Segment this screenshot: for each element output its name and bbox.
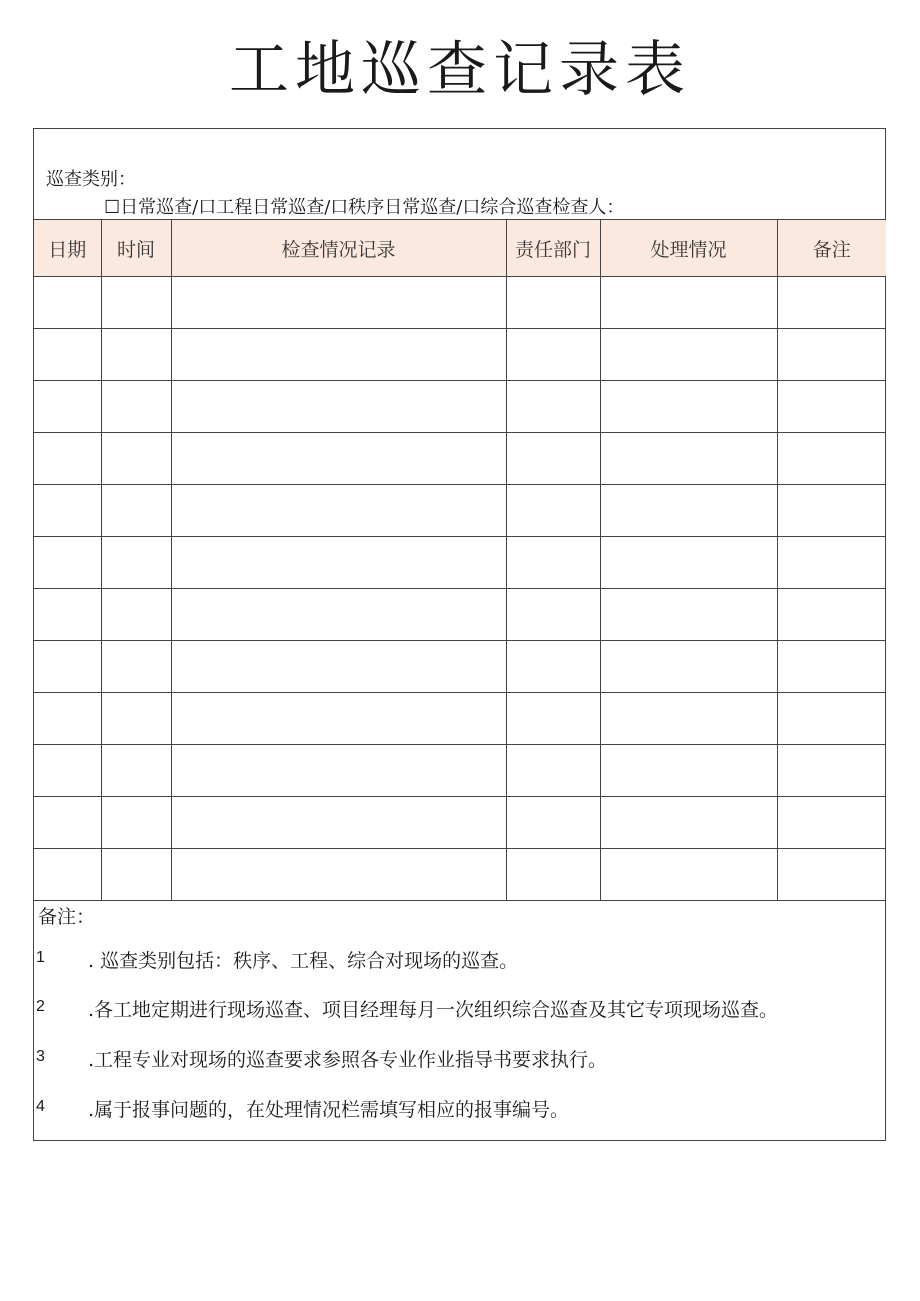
note-number: 2 xyxy=(36,998,45,1015)
record-cell[interactable] xyxy=(171,537,506,589)
record-cell[interactable] xyxy=(171,589,506,641)
remarks-cell[interactable] xyxy=(777,485,886,537)
record-cell[interactable] xyxy=(171,433,506,485)
dept-cell[interactable] xyxy=(506,485,600,537)
remarks-cell[interactable] xyxy=(777,433,886,485)
header-remarks: 备注 xyxy=(777,220,886,277)
record-cell[interactable] xyxy=(171,693,506,745)
handling-cell[interactable] xyxy=(600,381,777,433)
date-cell[interactable] xyxy=(34,589,101,641)
record-cell[interactable] xyxy=(171,641,506,693)
note-number: 1 xyxy=(36,949,45,966)
inspection-type-options: ☐日常巡查/口工程日常巡查/口秩序日常巡查/口综合巡查检查人： xyxy=(104,197,625,218)
date-cell[interactable] xyxy=(34,329,101,381)
table-row xyxy=(34,433,886,485)
table-row xyxy=(34,745,886,797)
date-cell[interactable] xyxy=(34,277,101,329)
date-cell[interactable] xyxy=(34,537,101,589)
remarks-cell[interactable] xyxy=(777,693,886,745)
handling-cell[interactable] xyxy=(600,693,777,745)
time-cell[interactable] xyxy=(101,797,171,849)
record-cell[interactable] xyxy=(171,745,506,797)
date-cell[interactable] xyxy=(34,485,101,537)
dept-cell[interactable] xyxy=(506,329,600,381)
date-cell[interactable] xyxy=(34,433,101,485)
handling-cell[interactable] xyxy=(600,797,777,849)
page-title: 工地巡查记录表 xyxy=(229,35,691,105)
table-row xyxy=(34,589,886,641)
inspection-record-table xyxy=(34,219,886,901)
date-cell[interactable] xyxy=(34,381,101,433)
handling-cell[interactable] xyxy=(600,537,777,589)
remarks-cell[interactable] xyxy=(777,537,886,589)
header-time: 时间 xyxy=(101,220,171,277)
dept-cell[interactable] xyxy=(506,537,600,589)
inspection-type-label: 巡查类别： xyxy=(46,169,136,190)
date-cell[interactable] xyxy=(34,693,101,745)
dept-cell[interactable] xyxy=(506,641,600,693)
date-cell[interactable] xyxy=(34,797,101,849)
header-date: 日期 xyxy=(34,220,101,277)
dept-cell[interactable] xyxy=(506,381,600,433)
handling-cell[interactable] xyxy=(600,641,777,693)
note-number: 3 xyxy=(36,1048,45,1065)
dept-cell[interactable] xyxy=(506,849,600,901)
table-row xyxy=(34,537,886,589)
remarks-cell[interactable] xyxy=(777,277,886,329)
table-row xyxy=(34,641,886,693)
record-cell[interactable] xyxy=(171,277,506,329)
handling-cell[interactable] xyxy=(600,745,777,797)
time-cell[interactable] xyxy=(101,589,171,641)
table-row xyxy=(34,329,886,381)
table-row xyxy=(34,381,886,433)
date-cell[interactable] xyxy=(34,849,101,901)
dept-cell[interactable] xyxy=(506,433,600,485)
remarks-cell[interactable] xyxy=(777,849,886,901)
record-cell[interactable] xyxy=(171,849,506,901)
date-cell[interactable] xyxy=(34,641,101,693)
time-cell[interactable] xyxy=(101,641,171,693)
date-cell[interactable] xyxy=(34,745,101,797)
notes-title: 备注： xyxy=(38,906,96,928)
handling-cell[interactable] xyxy=(600,329,777,381)
table-row xyxy=(34,485,886,537)
dept-cell[interactable] xyxy=(506,797,600,849)
time-cell[interactable] xyxy=(101,329,171,381)
header-inspection-record: 检查情况记录 xyxy=(171,220,506,277)
time-cell[interactable] xyxy=(101,745,171,797)
table-row xyxy=(34,277,886,329)
table-row xyxy=(34,849,886,901)
handling-cell[interactable] xyxy=(600,849,777,901)
inspection-form xyxy=(33,128,886,1141)
time-cell[interactable] xyxy=(101,693,171,745)
time-cell[interactable] xyxy=(101,433,171,485)
record-cell[interactable] xyxy=(171,381,506,433)
time-cell[interactable] xyxy=(101,381,171,433)
record-cell[interactable] xyxy=(171,797,506,849)
table-header-row xyxy=(34,220,886,277)
remarks-cell[interactable] xyxy=(777,641,886,693)
header-responsible-dept: 责任部门 xyxy=(506,220,600,277)
remarks-cell[interactable] xyxy=(777,745,886,797)
time-cell[interactable] xyxy=(101,485,171,537)
record-cell[interactable] xyxy=(171,485,506,537)
note-number: 4 xyxy=(36,1098,45,1115)
remarks-cell[interactable] xyxy=(777,381,886,433)
remarks-cell[interactable] xyxy=(777,589,886,641)
dept-cell[interactable] xyxy=(506,277,600,329)
table-row xyxy=(34,693,886,745)
table-row xyxy=(34,797,886,849)
time-cell[interactable] xyxy=(101,277,171,329)
dept-cell[interactable] xyxy=(506,745,600,797)
handling-cell[interactable] xyxy=(600,589,777,641)
remarks-cell[interactable] xyxy=(777,329,886,381)
remarks-cell[interactable] xyxy=(777,797,886,849)
handling-cell[interactable] xyxy=(600,433,777,485)
note-text: .工程专业对现场的巡查要求参照各专业作业指导书要求执行。 xyxy=(88,1049,608,1071)
record-cell[interactable] xyxy=(171,329,506,381)
time-cell[interactable] xyxy=(101,849,171,901)
dept-cell[interactable] xyxy=(506,589,600,641)
time-cell[interactable] xyxy=(101,537,171,589)
dept-cell[interactable] xyxy=(506,693,600,745)
note-text: . 巡查类别包括：秩序、工程、综合对现场的巡查。 xyxy=(88,950,519,972)
handling-cell[interactable] xyxy=(600,485,777,537)
note-text: .属于报事问题的，在处理情况栏需填写相应的报事编号。 xyxy=(88,1099,570,1121)
header-handling: 处理情况 xyxy=(600,220,777,277)
note-text: .各工地定期进行现场巡查、项目经理每月一次组织综合巡查及其它专项现场巡查。 xyxy=(88,999,779,1021)
handling-cell[interactable] xyxy=(600,277,777,329)
